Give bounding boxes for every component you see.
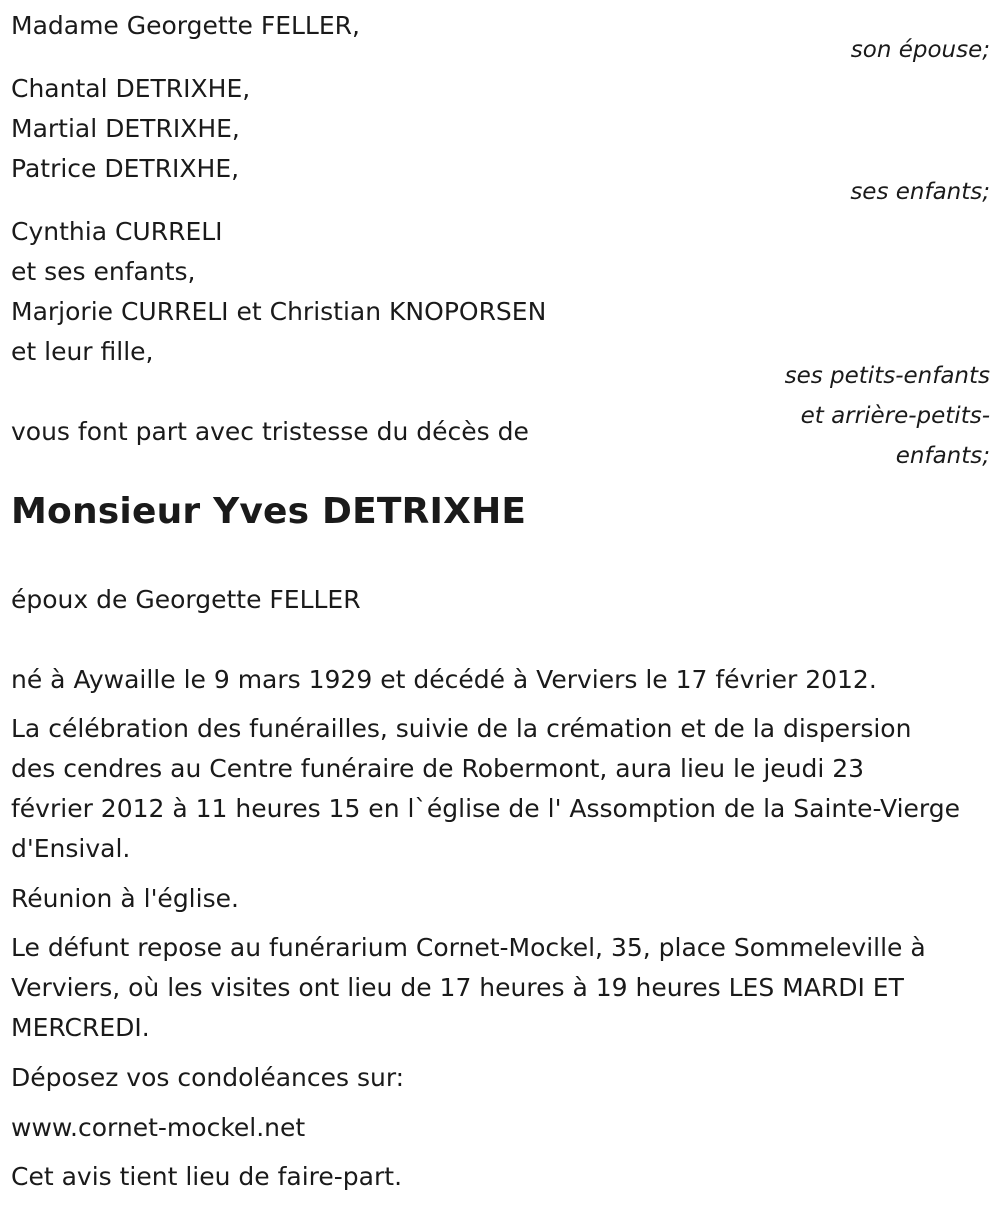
condolences-prompt: Déposez vos condoléances sur: — [11, 1063, 405, 1092]
spouse-name: Madame Georgette FELLER, — [11, 11, 360, 40]
deceased-spouse-of: époux de Georgette FELLER — [11, 585, 361, 614]
ceremony-line: d'Ensival. — [11, 834, 131, 863]
grandchildren-relation-line: et arrière-petits- — [800, 403, 990, 429]
ceremony-line: des cendres au Centre funéraire de Robermont, aura lieu le jeudi 23 — [11, 754, 865, 783]
ceremony-paragraph — [11, 709, 996, 869]
grandchild-line: Cynthia CURRELI — [11, 217, 223, 246]
visitation-line: Le défunt repose au funérarium Cornet-Mockel, 35, place Sommeleville à — [11, 933, 926, 962]
deceased-name: Monsieur Yves DETRIXHE — [11, 491, 527, 532]
grandchild-line: et leur fille, — [11, 337, 154, 366]
ceremony-line: La célébration des funérailles, suivie de la crémation et de la dispersion — [11, 714, 912, 743]
grandchildren-relation-line: ses petits-enfants — [784, 363, 990, 389]
grandchildren-relation-line: enfants; — [895, 443, 990, 469]
visitation-paragraph — [11, 928, 996, 1048]
closing-text: Cet avis tient lieu de faire-part. — [11, 1162, 403, 1191]
child-name: Martial DETRIXHE, — [11, 114, 240, 143]
grandchild-line: Marjorie CURRELI et Christian KNOPORSEN — [11, 297, 547, 326]
visitation-line: MERCREDI. — [11, 1013, 150, 1042]
child-name: Patrice DETRIXHE, — [11, 154, 240, 183]
ceremony-line: février 2012 à 11 heures 15 en l`église de l' Assomption de la Sainte-Vierge — [11, 794, 960, 823]
announcement-text: vous font part avec tristesse du décès de — [11, 417, 529, 446]
reunion-text: Réunion à l'église. — [11, 884, 239, 913]
grandchild-line: et ses enfants, — [11, 257, 196, 286]
spouse-relation: son épouse; — [850, 37, 990, 63]
children-relation: ses enfants; — [850, 179, 990, 205]
visitation-line: Verviers, où les visites ont lieu de 17 heures à 19 heures LES MARDI ET — [11, 973, 904, 1002]
child-name: Chantal DETRIXHE, — [11, 74, 251, 103]
birth-death-info: né à Aywaille le 9 mars 1929 et décédé à Verviers le 17 février 2012. — [11, 665, 877, 694]
condolences-website: www.cornet-mockel.net — [11, 1113, 306, 1142]
